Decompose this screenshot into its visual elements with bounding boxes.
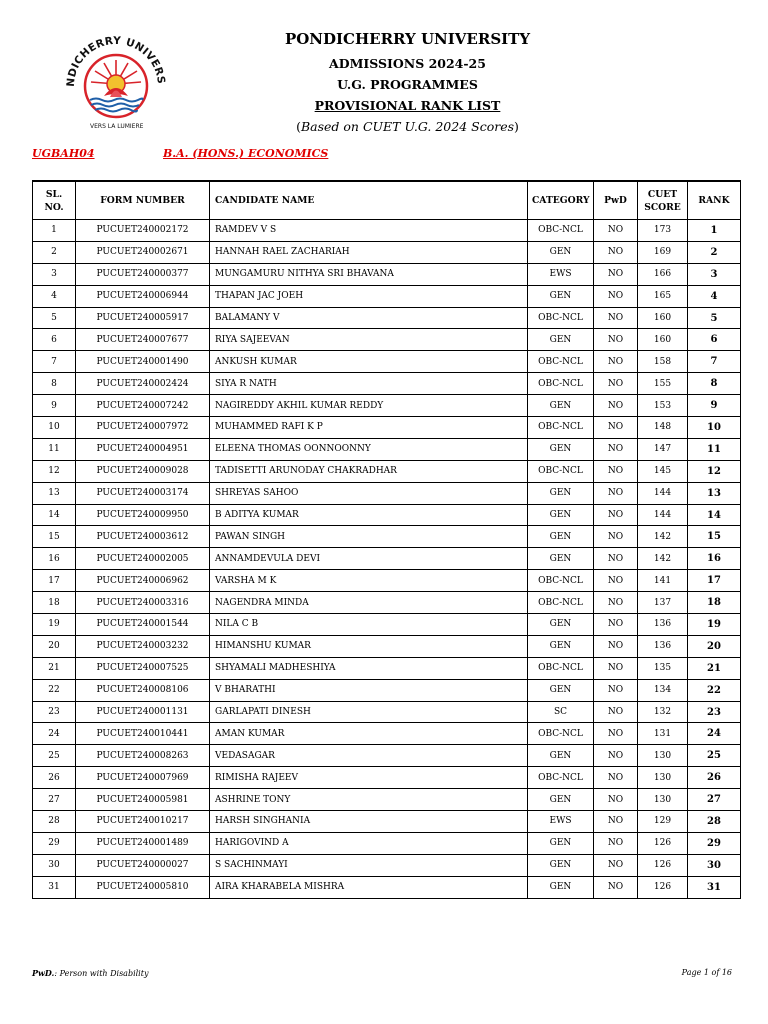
rank-cell: 13 <box>688 482 741 504</box>
pwd-cell: NO <box>594 767 638 789</box>
table-row <box>33 854 741 876</box>
table-row <box>33 614 741 636</box>
pwd-cell: NO <box>594 526 638 548</box>
rank-cell: 12 <box>688 460 741 482</box>
pwd-cell: NO <box>594 832 638 854</box>
category-cell: OBC-NCL <box>528 307 594 329</box>
rank-cell: 7 <box>688 351 741 373</box>
candidate-name-cell: ASHRINE TONY <box>210 789 528 811</box>
rank-cell: 31 <box>688 876 741 898</box>
rank-cell: 19 <box>688 614 741 636</box>
rank-cell: 22 <box>688 679 741 701</box>
table-row <box>33 811 741 833</box>
pwd-cell: NO <box>594 220 638 242</box>
category-cell: OBC-NCL <box>528 220 594 242</box>
category-cell: GEN <box>528 614 594 636</box>
sl-no-cell: 29 <box>33 832 76 854</box>
candidate-name-cell: PAWAN SINGH <box>210 526 528 548</box>
category-cell: GEN <box>528 635 594 657</box>
form-number-cell: PUCUET240000027 <box>76 854 210 876</box>
rank-table <box>32 180 741 899</box>
cuet-score-cell: 136 <box>638 614 688 636</box>
cuet-score-cell: 131 <box>638 723 688 745</box>
pwd-cell: NO <box>594 548 638 570</box>
form-number-cell: PUCUET240010217 <box>76 811 210 833</box>
category-cell: OBC-NCL <box>528 351 594 373</box>
rank-cell: 28 <box>688 811 741 833</box>
candidate-name-cell: S SACHINMAYI <box>210 854 528 876</box>
form-number-cell: PUCUET240010441 <box>76 723 210 745</box>
footer-pwd-note: PwD.: Person with Disability <box>32 968 149 978</box>
cuet-score-cell: 142 <box>638 548 688 570</box>
form-number-cell: PUCUET240003612 <box>76 526 210 548</box>
category-cell: OBC-NCL <box>528 417 594 439</box>
sl-no-cell: 15 <box>33 526 76 548</box>
candidate-name-cell: VARSHA M K <box>210 570 528 592</box>
category-cell: GEN <box>528 329 594 351</box>
category-cell: GEN <box>528 745 594 767</box>
candidate-name-cell: TADISETTI ARUNODAY CHAKRADHAR <box>210 460 528 482</box>
form-number-cell: PUCUET240007969 <box>76 767 210 789</box>
pwd-cell: NO <box>594 263 638 285</box>
sl-no-cell: 19 <box>33 614 76 636</box>
cuet-score-cell: 142 <box>638 526 688 548</box>
category-cell: EWS <box>528 811 594 833</box>
pwd-cell: NO <box>594 679 638 701</box>
candidate-name-cell: NAGENDRA MINDA <box>210 592 528 614</box>
table-row <box>33 482 741 504</box>
candidate-name-cell: NILA C B <box>210 614 528 636</box>
candidate-name-cell: B ADITYA KUMAR <box>210 504 528 526</box>
form-number-cell: PUCUET240007242 <box>76 395 210 417</box>
table-row <box>33 767 741 789</box>
candidate-name-cell: AMAN KUMAR <box>210 723 528 745</box>
candidate-name-cell: ANNAMDEVULA DEVI <box>210 548 528 570</box>
pwd-cell: NO <box>594 701 638 723</box>
table-row <box>33 460 741 482</box>
form-number-cell: PUCUET240002671 <box>76 241 210 263</box>
sl-no-cell: 12 <box>33 460 76 482</box>
candidate-name-cell: BALAMANY V <box>210 307 528 329</box>
column-header-candidate-name: CANDIDATE NAME <box>210 181 528 220</box>
rank-cell: 15 <box>688 526 741 548</box>
candidate-name-cell: ELEENA THOMAS OONNOONNY <box>210 438 528 460</box>
cuet-score-cell: 160 <box>638 329 688 351</box>
cuet-score-cell: 129 <box>638 811 688 833</box>
rank-cell: 6 <box>688 329 741 351</box>
rank-cell: 25 <box>688 745 741 767</box>
sl-no-cell: 16 <box>33 548 76 570</box>
form-number-cell: PUCUET240003232 <box>76 635 210 657</box>
rank-cell: 10 <box>688 417 741 439</box>
cuet-score-cell: 144 <box>638 504 688 526</box>
candidate-name-cell: HARIGOVIND A <box>210 832 528 854</box>
rank-list-title: PROVISIONAL RANK LIST <box>314 98 501 113</box>
table-row <box>33 832 741 854</box>
rank-cell: 18 <box>688 592 741 614</box>
candidate-name-cell: SIYA R NATH <box>210 373 528 395</box>
pwd-cell: NO <box>594 811 638 833</box>
rank-cell: 16 <box>688 548 741 570</box>
cuet-score-cell: 153 <box>638 395 688 417</box>
cuet-score-cell: 137 <box>638 592 688 614</box>
pwd-cell: NO <box>594 854 638 876</box>
column-header-category: CATEGORY <box>528 181 594 220</box>
form-number-cell: PUCUET240008263 <box>76 745 210 767</box>
table-row <box>33 548 741 570</box>
cuet-score-cell: 147 <box>638 438 688 460</box>
cuet-score-cell: 155 <box>638 373 688 395</box>
rank-cell: 9 <box>688 395 741 417</box>
candidate-name-cell: RAMDEV V S <box>210 220 528 242</box>
category-cell: GEN <box>528 438 594 460</box>
form-number-cell: PUCUET240003174 <box>76 482 210 504</box>
category-cell: GEN <box>528 832 594 854</box>
rank-cell: 17 <box>688 570 741 592</box>
cuet-score-cell: 132 <box>638 701 688 723</box>
table-header-row <box>33 181 741 220</box>
rank-cell: 29 <box>688 832 741 854</box>
candidate-name-cell: MUNGAMURU NITHYA SRI BHAVANA <box>210 263 528 285</box>
pwd-cell: NO <box>594 460 638 482</box>
form-number-cell: PUCUET240008106 <box>76 679 210 701</box>
pwd-cell: NO <box>594 789 638 811</box>
sl-no-cell: 25 <box>33 745 76 767</box>
rank-cell: 24 <box>688 723 741 745</box>
table-row <box>33 417 741 439</box>
table-row <box>33 285 741 307</box>
rank-list-basis: (Based on CUET U.G. 2024 Scores) <box>296 119 519 134</box>
column-header-form-number: FORM NUMBER <box>76 181 210 220</box>
pwd-cell: NO <box>594 745 638 767</box>
sl-no-cell: 13 <box>33 482 76 504</box>
category-cell: OBC-NCL <box>528 723 594 745</box>
candidate-name-cell: NAGIREDDY AKHIL KUMAR REDDY <box>210 395 528 417</box>
rank-cell: 11 <box>688 438 741 460</box>
table-row <box>33 876 741 898</box>
cuet-score-cell: 144 <box>638 482 688 504</box>
table-row <box>33 220 741 242</box>
category-cell: GEN <box>528 679 594 701</box>
candidate-name-cell: THAPAN JAC JOEH <box>210 285 528 307</box>
category-cell: OBC-NCL <box>528 570 594 592</box>
sl-no-cell: 27 <box>33 789 76 811</box>
sl-no-cell: 20 <box>33 635 76 657</box>
programmes-title: U.G. PROGRAMMES <box>337 77 478 92</box>
rank-cell: 8 <box>688 373 741 395</box>
candidate-name-cell: MUHAMMED RAFI K P <box>210 417 528 439</box>
sl-no-cell: 28 <box>33 811 76 833</box>
category-cell: OBC-NCL <box>528 592 594 614</box>
candidate-name-cell: VEDASAGAR <box>210 745 528 767</box>
cuet-score-cell: 135 <box>638 657 688 679</box>
sl-no-cell: 22 <box>33 679 76 701</box>
category-cell: OBC-NCL <box>528 657 594 679</box>
cuet-score-cell: 134 <box>638 679 688 701</box>
sl-no-cell: 24 <box>33 723 76 745</box>
logo-motto: VERS LA LUMIERE <box>90 123 144 130</box>
sl-no-cell: 5 <box>33 307 76 329</box>
sl-no-cell: 18 <box>33 592 76 614</box>
form-number-cell: PUCUET240001131 <box>76 701 210 723</box>
pwd-cell: NO <box>594 351 638 373</box>
rank-cell: 20 <box>688 635 741 657</box>
rank-cell: 26 <box>688 767 741 789</box>
form-number-cell: PUCUET240005810 <box>76 876 210 898</box>
table-row <box>33 351 741 373</box>
candidate-name-cell: ANKUSH KUMAR <box>210 351 528 373</box>
column-header-sl-no: SL. NO. <box>33 181 76 220</box>
form-number-cell: PUCUET240006962 <box>76 570 210 592</box>
candidate-name-cell: SHREYAS SAHOO <box>210 482 528 504</box>
table-row <box>33 395 741 417</box>
cuet-score-cell: 126 <box>638 832 688 854</box>
category-cell: GEN <box>528 241 594 263</box>
logo-arc-text: NDICHERRY UNIVERS <box>64 34 168 88</box>
pwd-cell: NO <box>594 438 638 460</box>
rank-cell: 1 <box>688 220 741 242</box>
category-cell: EWS <box>528 263 594 285</box>
sl-no-cell: 3 <box>33 263 76 285</box>
table-row <box>33 635 741 657</box>
cuet-score-cell: 126 <box>638 854 688 876</box>
table-row <box>33 307 741 329</box>
sl-no-cell: 21 <box>33 657 76 679</box>
university-title: PONDICHERRY UNIVERSITY <box>284 30 531 48</box>
form-number-cell: PUCUET240002005 <box>76 548 210 570</box>
cuet-score-cell: 130 <box>638 745 688 767</box>
sl-no-cell: 14 <box>33 504 76 526</box>
rank-cell: 5 <box>688 307 741 329</box>
candidate-name-cell: HANNAH RAEL ZACHARIAH <box>210 241 528 263</box>
sl-no-cell: 7 <box>33 351 76 373</box>
rank-cell: 30 <box>688 854 741 876</box>
category-cell: OBC-NCL <box>528 460 594 482</box>
form-number-cell: PUCUET240002172 <box>76 220 210 242</box>
rank-cell: 4 <box>688 285 741 307</box>
cuet-score-cell: 160 <box>638 307 688 329</box>
candidate-name-cell: GARLAPATI DINESH <box>210 701 528 723</box>
pwd-cell: NO <box>594 241 638 263</box>
category-cell: SC <box>528 701 594 723</box>
table-row <box>33 438 741 460</box>
form-number-cell: PUCUET240007677 <box>76 329 210 351</box>
candidate-name-cell: V BHARATHI <box>210 679 528 701</box>
pwd-cell: NO <box>594 635 638 657</box>
candidate-name-cell: HIMANSHU KUMAR <box>210 635 528 657</box>
sl-no-cell: 6 <box>33 329 76 351</box>
rank-cell: 27 <box>688 789 741 811</box>
form-number-cell: PUCUET240006944 <box>76 285 210 307</box>
cuet-score-cell: 126 <box>638 876 688 898</box>
category-cell: GEN <box>528 854 594 876</box>
sl-no-cell: 23 <box>33 701 76 723</box>
cuet-score-cell: 148 <box>638 417 688 439</box>
pwd-cell: NO <box>594 329 638 351</box>
table-row <box>33 657 741 679</box>
form-number-cell: PUCUET240007525 <box>76 657 210 679</box>
column-header-pwd: PwD <box>594 181 638 220</box>
sl-no-cell: 26 <box>33 767 76 789</box>
cuet-score-cell: 166 <box>638 263 688 285</box>
table-row <box>33 570 741 592</box>
cuet-score-cell: 169 <box>638 241 688 263</box>
pwd-cell: NO <box>594 876 638 898</box>
category-cell: GEN <box>528 526 594 548</box>
sl-no-cell: 4 <box>33 285 76 307</box>
category-cell: OBC-NCL <box>528 373 594 395</box>
pwd-cell: NO <box>594 723 638 745</box>
table-row <box>33 592 741 614</box>
sl-no-cell: 8 <box>33 373 76 395</box>
rank-cell: 2 <box>688 241 741 263</box>
rank-cell: 3 <box>688 263 741 285</box>
category-cell: GEN <box>528 482 594 504</box>
cuet-score-cell: 136 <box>638 635 688 657</box>
cuet-score-cell: 130 <box>638 789 688 811</box>
sl-no-cell: 17 <box>33 570 76 592</box>
form-number-cell: PUCUET240009028 <box>76 460 210 482</box>
sl-no-cell: 10 <box>33 417 76 439</box>
table-row <box>33 241 741 263</box>
cuet-score-cell: 173 <box>638 220 688 242</box>
table-row <box>33 526 741 548</box>
table-row <box>33 745 741 767</box>
cuet-score-cell: 141 <box>638 570 688 592</box>
rank-cell: 23 <box>688 701 741 723</box>
pwd-cell: NO <box>594 417 638 439</box>
cuet-score-cell: 145 <box>638 460 688 482</box>
table-row <box>33 789 741 811</box>
table-row <box>33 701 741 723</box>
form-number-cell: PUCUET240000377 <box>76 263 210 285</box>
cuet-score-cell: 158 <box>638 351 688 373</box>
form-number-cell: PUCUET240001544 <box>76 614 210 636</box>
category-cell: GEN <box>528 395 594 417</box>
form-number-cell: PUCUET240009950 <box>76 504 210 526</box>
university-emblem-icon <box>60 34 172 130</box>
cuet-score-cell: 165 <box>638 285 688 307</box>
column-header-cuet-score: CUET SCORE <box>638 181 688 220</box>
sl-no-cell: 31 <box>33 876 76 898</box>
table-row <box>33 504 741 526</box>
pwd-cell: NO <box>594 592 638 614</box>
category-cell: GEN <box>528 285 594 307</box>
sl-no-cell: 9 <box>33 395 76 417</box>
programme-code: UGBAH04 <box>32 147 95 160</box>
form-number-cell: PUCUET240004951 <box>76 438 210 460</box>
programme-name: B.A. (HONS.) ECONOMICS <box>163 147 329 160</box>
candidate-name-cell: RIYA SAJEEVAN <box>210 329 528 351</box>
cuet-score-cell: 130 <box>638 767 688 789</box>
pwd-cell: NO <box>594 285 638 307</box>
table-row <box>33 679 741 701</box>
table-row <box>33 723 741 745</box>
sl-no-cell: 2 <box>33 241 76 263</box>
form-number-cell: PUCUET240005917 <box>76 307 210 329</box>
category-cell: GEN <box>528 548 594 570</box>
pwd-cell: NO <box>594 504 638 526</box>
pwd-cell: NO <box>594 614 638 636</box>
pwd-cell: NO <box>594 373 638 395</box>
category-cell: GEN <box>528 789 594 811</box>
pwd-cell: NO <box>594 570 638 592</box>
pwd-cell: NO <box>594 307 638 329</box>
rank-cell: 14 <box>688 504 741 526</box>
admissions-title: ADMISSIONS 2024-25 <box>329 56 486 71</box>
university-logo <box>60 34 172 130</box>
category-cell: GEN <box>528 504 594 526</box>
form-number-cell: PUCUET240001489 <box>76 832 210 854</box>
candidate-name-cell: SHYAMALI MADHESHIYA <box>210 657 528 679</box>
sl-no-cell: 11 <box>33 438 76 460</box>
rank-cell: 21 <box>688 657 741 679</box>
form-number-cell: PUCUET240001490 <box>76 351 210 373</box>
table-row <box>33 263 741 285</box>
table-row <box>33 329 741 351</box>
sl-no-cell: 1 <box>33 220 76 242</box>
candidate-name-cell: AIRA KHARABELA MISHRA <box>210 876 528 898</box>
form-number-cell: PUCUET240005981 <box>76 789 210 811</box>
category-cell: GEN <box>528 876 594 898</box>
form-number-cell: PUCUET240002424 <box>76 373 210 395</box>
pwd-cell: NO <box>594 395 638 417</box>
candidate-name-cell: RIMISHA RAJEEV <box>210 767 528 789</box>
pwd-cell: NO <box>594 482 638 504</box>
column-header-rank: RANK <box>688 181 741 220</box>
form-number-cell: PUCUET240007972 <box>76 417 210 439</box>
pwd-cell: NO <box>594 657 638 679</box>
sl-no-cell: 30 <box>33 854 76 876</box>
form-number-cell: PUCUET240003316 <box>76 592 210 614</box>
table-row <box>33 373 741 395</box>
category-cell: OBC-NCL <box>528 767 594 789</box>
candidate-name-cell: HARSH SINGHANIA <box>210 811 528 833</box>
page-number: Page 1 of 16 <box>681 968 732 977</box>
